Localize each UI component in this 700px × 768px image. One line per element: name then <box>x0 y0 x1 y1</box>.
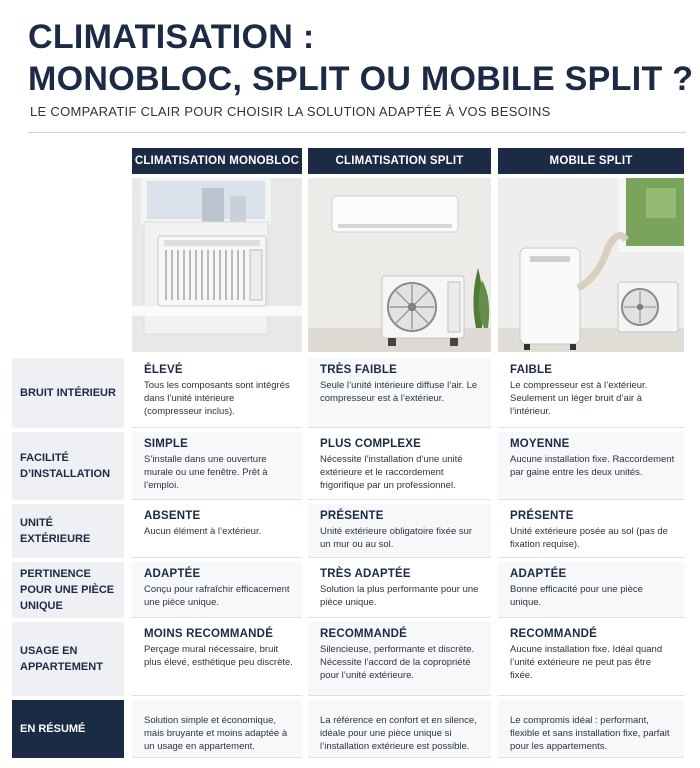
cell-heading: ADAPTÉE <box>144 568 201 580</box>
cell-text: Unité extérieure obligatoire fixée sur un mur ou au sol. <box>320 526 473 550</box>
summary-text: La référence en confort et en silence, idéale pour une pièce unique si l’installation extérieure est possible. <box>320 715 477 752</box>
cell-heading: MOINS RECOMMANDÉ <box>144 628 274 640</box>
row-label-resume: EN RÉSUMÉ <box>12 700 124 758</box>
cell-heading: ÉLEVÉ <box>144 364 183 376</box>
row-label-unite-exterieure: UNITÉ EXTÉRIEURE <box>12 504 124 558</box>
page-title <box>28 16 693 100</box>
page-subtitle: LE COMPARATIF CLAIR POUR CHOISIR LA SOLUTION ADAPTÉE À VOS BESOINS <box>30 104 551 119</box>
summary-monobloc <box>132 700 302 758</box>
title-line-2: MONOBLOC, SPLIT OU MOBILE SPLIT ? <box>28 60 694 98</box>
cell-text: Silencieuse, performante et discrète. Nécessite l’accord de la copropriété pour l’unité extérieure. <box>320 644 475 681</box>
row-label-bruit: BRUIT INTÉRIEUR <box>12 358 124 428</box>
cell-installation-mobile-split <box>498 432 684 500</box>
row-label-appartement: USAGE EN APPARTEMENT <box>12 622 124 696</box>
cell-bruit-monobloc <box>132 358 302 428</box>
cell-piece-split <box>308 562 491 618</box>
cell-heading: ADAPTÉE <box>510 568 567 580</box>
cell-text: Aucun élément à l’extérieur. <box>144 526 262 537</box>
cell-heading: RECOMMANDÉ <box>510 628 597 640</box>
cell-text: Tous les composants sont intégrés dans l’unité intérieure (compresseur inclus). <box>144 380 290 417</box>
cell-heading: ABSENTE <box>144 510 201 522</box>
cell-appartement-split <box>308 622 491 696</box>
cell-piece-monobloc <box>132 562 302 618</box>
cell-text: S’installe dans une ouverture murale ou une fenêtre. Prêt à l’emploi. <box>144 454 268 491</box>
cell-text: Nécessite l’installation d’une unité extérieure et le raccordement frigorifique par un professionnel. <box>320 454 463 491</box>
cell-text: Bonne efficacité pour une pièce unique. <box>510 584 643 608</box>
row-label-installation: FACILITÉ D’INSTALLATION <box>12 432 124 500</box>
summary-split <box>308 700 491 758</box>
cell-heading: FAIBLE <box>510 364 553 376</box>
column-header-monobloc: CLIMATISATION MONOBLOC <box>132 148 302 174</box>
monobloc-photo <box>132 178 302 352</box>
title-line-1: CLIMATISATION : <box>28 18 315 56</box>
cell-heading: PRÉSENTE <box>320 510 384 522</box>
cell-exterieure-mobile-split <box>498 504 684 558</box>
cell-heading: PRÉSENTE <box>510 510 574 522</box>
cell-text: Aucune installation fixe. Raccordement par gaine entre les deux unités. <box>510 454 675 478</box>
cell-text: Unité extérieure posée au sol (pas de fixation requise). <box>510 526 668 550</box>
cell-appartement-monobloc <box>132 622 302 696</box>
cell-bruit-split <box>308 358 491 428</box>
cell-text: Conçu pour rafraîchir efficacement une pièce unique. <box>144 584 290 608</box>
cell-installation-monobloc <box>132 432 302 500</box>
cell-heading: RECOMMANDÉ <box>320 628 407 640</box>
cell-bruit-mobile-split <box>498 358 684 428</box>
cell-heading: MOYENNE <box>510 438 570 450</box>
cell-text: Aucune installation fixe. Idéal quand l’unité extérieure ne peut pas être fixée. <box>510 644 663 681</box>
divider <box>28 132 686 133</box>
cell-installation-split <box>308 432 491 500</box>
cell-exterieure-split <box>308 504 491 558</box>
cell-text: Seule l’unité intérieure diffuse l’air. Le compresseur est à l’extérieur. <box>320 380 478 404</box>
mobile-split-photo <box>498 178 684 352</box>
cell-appartement-mobile-split <box>498 622 684 696</box>
column-header-mobile-split: MOBILE SPLIT <box>498 148 684 174</box>
cell-exterieure-monobloc <box>132 504 302 558</box>
summary-mobile-split <box>498 700 684 758</box>
cell-heading: TRÈS FAIBLE <box>320 364 397 376</box>
cell-text: Perçage mural nécessaire, bruit plus élevé, esthétique peu discrète. <box>144 644 293 668</box>
cell-heading: PLUS COMPLEXE <box>320 438 422 450</box>
split-photo <box>308 178 491 352</box>
summary-text: Solution simple et économique, mais bruyante et moins adaptée à un usage en appartement. <box>144 715 288 752</box>
summary-text: Le compromis idéal : performant, flexible et sans installation fixe, parfait pour les appartements. <box>510 715 670 752</box>
cell-heading: TRÈS ADAPTÉE <box>320 568 411 580</box>
cell-text: Solution la plus performante pour une pièce unique. <box>320 584 479 608</box>
cell-heading: SIMPLE <box>144 438 189 450</box>
column-header-split: CLIMATISATION SPLIT <box>308 148 491 174</box>
row-label-piece-unique: PERTINENCE POUR UNE PIÈCE UNIQUE <box>12 562 124 618</box>
cell-text: Le compresseur est à l’extérieur. Seulement un léger bruit d’air à l’intérieur. <box>510 380 648 417</box>
cell-piece-mobile-split <box>498 562 684 618</box>
